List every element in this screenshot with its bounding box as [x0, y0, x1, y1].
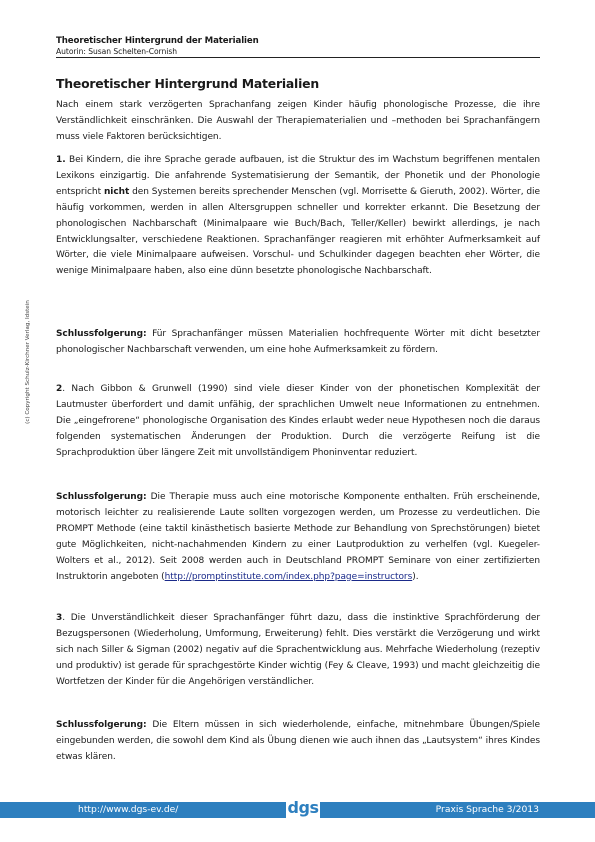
copyright-side-note: (c) Copyright Schulz-Kirchner Verlag, Idstein	[25, 300, 31, 424]
section-2-number: 2	[56, 384, 63, 394]
section-1-text-b: den Systemen bereits sprechender Menschen (vgl. Morrisette & Gieruth, 2002). Wörter, die häufig vorkommen, werden in allen Altersgruppen schneller und korrekter erkannt. Die Besetzung der phonologischen Nachbarschaft (Minimalpaare wie Buch/Bach, Teller/Keller) bewirkt allerdings, je nach Entwicklungsalter, verschiedene Reaktionen. Sprachanfänger reagieren mit erhöhter Aufmerksamkeit auf Wörter, die viele Minimalpaare aufweisen. Vorschul- und Schulkinder dagegen beachten eher Wörter, die wenige Minimalpaare haben, also eine dünn besetzte phonologische Nachbarschaft.	[56, 186, 540, 277]
footer-url-link[interactable]: http://www.dgs-ev.de/	[78, 804, 179, 815]
footer-issue: Praxis Sprache 3/2013	[435, 804, 539, 815]
author-line: Autorin: Susan Schelten-Cornish	[56, 47, 177, 56]
prompt-instructors-link[interactable]: http://promptinstitute.com/index.php?page=instructors	[164, 571, 413, 582]
section-1-paragraph	[56, 153, 540, 280]
conclusion-2-label: Schlussfolgerung:	[56, 492, 147, 502]
section-2-paragraph	[56, 382, 540, 462]
page-title: Theoretischer Hintergrund Materialien	[56, 76, 319, 91]
footer-bar	[0, 798, 595, 818]
conclusion-1-text: Für Sprachanfänger müssen Materialien hochfrequente Wörter mit dicht besetzter phonologischer Nachbarschaft verwenden, um eine hohe Aufmerksamkeit zu fördern.	[56, 329, 540, 355]
section-1-text-a: Bei Kindern, die ihre Sprache gerade aufbauen, ist die Struktur des im Wachstum begriffenen mentalen Lexikons einzigartig. Die anfahrende Systematisierung der Semantik, der Phonetik und der Phonologie entspricht	[56, 155, 540, 197]
conclusion-1-label: Schlussfolgerung:	[56, 329, 147, 339]
conclusion-3-paragraph	[56, 718, 540, 766]
conclusion-3-label: Schlussfolgerung:	[56, 720, 147, 730]
conclusion-2-text: Die Therapie muss auch eine motorische Komponente enthalten. Früh erscheinende, motorisch leichter zu realisierende Laute sollten vorgezogen werden, um Prozesse zu verdeutlichen. Die PROMPT Methode (eine taktil kinästhetisch basierte Methode zur Behandlung von Sprechstörungen) bietet gute Möglichkeiten, nicht-nachahmenden Kindern zu einer Lautproduktion zu verhelfen (vgl. Kuegeler-Wolters et al., 2012). Seit 2008 werden auch in Deutschland PROMPT Seminare von einer zertifizierten Instruktorin angeboten (	[56, 492, 540, 582]
section-2-text: . Nach Gibbon & Grunwell (1990) sind viele dieser Kinder von der phonetischen Komplexität der Lautmuster überfordert und damit unfähig, der sprachlichen Umwelt neue Informationen zu entnehmen. Die „eingefrorene“ phonologische Organisation des Kindes erlaubt weder neue Hypothesen noch die daraus folgenden systematischen Änderungen der Produktion. Durch die verzögerte Reifung ist die Sprachproduktion über längere Zeit mit unvollständigem Phoninventar reduziert.	[56, 384, 540, 458]
series-title: Theoretischer Hintergrund der Materialien	[56, 36, 259, 46]
dgs-logo: dgs	[286, 798, 320, 820]
section-1-emphasis: nicht	[103, 186, 130, 197]
conclusion-3-text: Die Eltern müssen in sich wiederholende, einfache, mitnehmbare Übungen/Spiele eingebunden werden, die sowohl dem Kind als Übung dienen wie auch ihnen das „Lautsystem“ ihres Kindes etwas klären.	[56, 720, 540, 762]
conclusion-2-text-end: ).	[412, 571, 419, 582]
intro-paragraph: Nach einem stark verzögerten Sprachanfang zeigen Kinder häufig phonologische Prozesse, die ihre Verständlichkeit einschränken. Die Auswahl der Therapiematerialien und –methoden bei Sprachanfängern muss viele Faktoren berücksichtigen.	[56, 100, 540, 142]
section-3-number: 3	[56, 613, 63, 623]
section-3-text: . Die Unverständlichkeit dieser Sprachanfänger führt dazu, dass die instinktive Sprachförderung der Bezugspersonen (Wiederholung, Umformung, Erweiterung) fehlt. Dies verstärkt die Verzögerung und wirkt sich nach Siller & Sigman (2002) negativ auf die Sprachentwicklung aus. Mehrfache Wiederholung (rezeptiv und produktiv) ist gerade für sprachgestörte Kinder wichtig (Fey & Cleave, 1993) und macht gleichzeitig die Wortfetzen der Kinder für die Angehörigen verständlicher.	[56, 613, 540, 687]
header-divider	[56, 57, 540, 58]
conclusion-1-paragraph	[56, 327, 540, 359]
section-1-number: 1.	[56, 155, 66, 165]
section-3-paragraph	[56, 611, 540, 691]
conclusion-2-paragraph	[56, 490, 540, 585]
